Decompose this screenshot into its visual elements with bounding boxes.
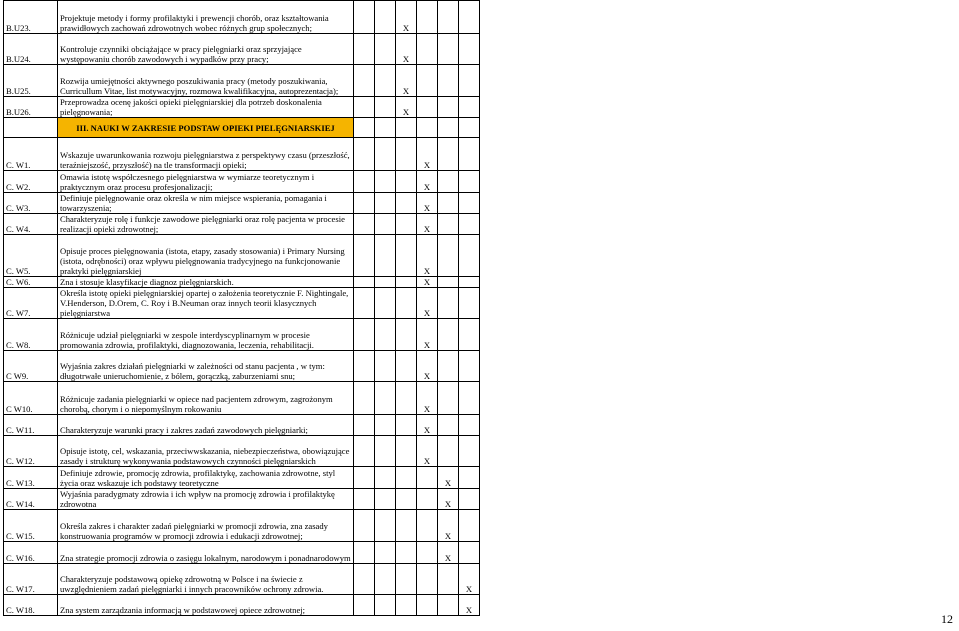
outcome-code: B.U25. xyxy=(4,65,58,97)
mark-cell: X xyxy=(417,415,438,436)
mark-cell xyxy=(354,319,375,351)
outcome-description: Opisuje proces pielęgnowania (istota, etapy, zasady stosowania) i Primary Nursing (istota, odrębności) oraz wpływu pielęgnowania tradycyjnego na funkcjonowanie praktyki pielęgniarskiej xyxy=(58,235,354,277)
outcome-description: Rozwija umiejętności aktywnego poszukiwania pracy (metody poszukiwania, Curricullum Vitae, list motywacyjny, rozmowa kwalifikacyjna, autoprezentacja); xyxy=(58,65,354,97)
mark-cell xyxy=(354,118,375,138)
mark-cell xyxy=(354,510,375,542)
mark-cell xyxy=(354,235,375,277)
mark-cell xyxy=(354,97,375,118)
outcome-description: Charakteryzuje rolę i funkcje zawodowe pielęgniarki oraz rolę pacjenta w procesie realizacji opieki zdrowotnej; xyxy=(58,214,354,235)
mark-cell xyxy=(396,171,417,193)
mark-cell: X xyxy=(417,235,438,277)
outcome-code: C W10. xyxy=(4,382,58,415)
mark-cell: X xyxy=(417,193,438,214)
table-row xyxy=(4,235,480,277)
outcome-code: B.U23. xyxy=(4,1,58,34)
outcome-code: C. W4. xyxy=(4,214,58,235)
outcome-code: C. W1. xyxy=(4,138,58,171)
mark-cell xyxy=(459,1,480,34)
mark-cell xyxy=(396,510,417,542)
mark-cell xyxy=(354,467,375,489)
mark-cell xyxy=(396,351,417,382)
outcome-description: Kontroluje czynniki obciążające w pracy pielęgniarki oraz sprzyjające występowaniu chorób zawodowych i wypadków przy pracy; xyxy=(58,34,354,65)
outcome-description: Zna system zarządzania informacją w podstawowej opiece zdrowotnej; xyxy=(58,595,354,616)
outcome-description: Opisuje istotę, cel, wskazania, przeciwwskazania, niebezpieczeństwa, obowiązujące zasady i strukturę wykonywania podstawowych czynności pielęgniarskich xyxy=(58,436,354,467)
table-row xyxy=(4,65,480,97)
mark-cell xyxy=(375,489,396,510)
table-row xyxy=(4,489,480,510)
mark-cell xyxy=(459,319,480,351)
mark-cell: X xyxy=(417,138,438,171)
mark-cell xyxy=(459,65,480,97)
outcome-code: C. W6. xyxy=(4,277,58,288)
mark-cell: X xyxy=(396,97,417,118)
mark-cell xyxy=(375,65,396,97)
table-row xyxy=(4,351,480,382)
mark-cell xyxy=(375,595,396,616)
outcome-description: Wyjaśnia paradygmaty zdrowia i ich wpływ na promocję zdrowia i profilaktykę zdrowotna xyxy=(58,489,354,510)
mark-cell xyxy=(375,319,396,351)
table-row xyxy=(4,595,480,616)
mark-cell xyxy=(417,34,438,65)
mark-cell xyxy=(396,382,417,415)
mark-cell xyxy=(459,97,480,118)
mark-cell xyxy=(459,138,480,171)
mark-cell xyxy=(354,436,375,467)
mark-cell xyxy=(417,542,438,564)
mark-cell xyxy=(396,118,417,138)
mark-cell: X xyxy=(417,171,438,193)
mark-cell xyxy=(417,564,438,595)
mark-cell xyxy=(459,193,480,214)
table-row xyxy=(4,319,480,351)
mark-cell xyxy=(354,277,375,288)
mark-cell xyxy=(396,467,417,489)
mark-cell xyxy=(438,1,459,34)
mark-cell xyxy=(417,595,438,616)
outcome-code: C. W17. xyxy=(4,564,58,595)
mark-cell xyxy=(459,214,480,235)
outcome-code: B.U24. xyxy=(4,34,58,65)
outcome-description: Określa zakres i charakter zadań pielęgniarki w promocji zdrowia, zna zasady konstruowania programów w promocji zdrowia i edukacji zdrowotnej; xyxy=(58,510,354,542)
outcome-code: C W9. xyxy=(4,351,58,382)
section-title: III. NAUKI W ZAKRESIE PODSTAW OPIEKI PIELĘGNIARSKIEJ xyxy=(58,118,354,138)
mark-cell xyxy=(396,277,417,288)
mark-cell xyxy=(375,415,396,436)
mark-cell xyxy=(375,564,396,595)
table-row xyxy=(4,34,480,65)
mark-cell xyxy=(438,235,459,277)
mark-cell xyxy=(354,138,375,171)
learning-outcomes-table xyxy=(3,0,480,616)
mark-cell xyxy=(438,288,459,319)
outcome-description: Charakteryzuje warunki pracy i zakres zadań zawodowych pielęgniarki; xyxy=(58,415,354,436)
outcome-code: C. W15. xyxy=(4,510,58,542)
mark-cell xyxy=(354,193,375,214)
mark-cell xyxy=(438,277,459,288)
mark-cell: X xyxy=(438,489,459,510)
mark-cell xyxy=(396,436,417,467)
mark-cell xyxy=(438,319,459,351)
mark-cell xyxy=(375,436,396,467)
mark-cell xyxy=(459,118,480,138)
mark-cell xyxy=(438,382,459,415)
mark-cell: X xyxy=(459,595,480,616)
outcome-description: Charakteryzuje podstawową opiekę zdrowotną w Polsce i na świecie z uwzględnieniem zadań pielęgniarki i innych pracowników ochrony zdrowia. xyxy=(58,564,354,595)
mark-cell xyxy=(459,467,480,489)
outcome-code: C. W14. xyxy=(4,489,58,510)
mark-cell xyxy=(417,97,438,118)
mark-cell xyxy=(459,34,480,65)
mark-cell: X xyxy=(438,510,459,542)
outcome-description: Zna strategie promocji zdrowia o zasięgu lokalnym, narodowym i ponadnarodowym xyxy=(58,542,354,564)
mark-cell xyxy=(375,1,396,34)
table-row xyxy=(4,510,480,542)
mark-cell xyxy=(438,171,459,193)
mark-cell: X xyxy=(396,34,417,65)
mark-cell xyxy=(438,595,459,616)
mark-cell xyxy=(375,288,396,319)
mark-cell xyxy=(396,564,417,595)
mark-cell: X xyxy=(417,436,438,467)
mark-cell xyxy=(375,118,396,138)
table-row xyxy=(4,288,480,319)
mark-cell xyxy=(396,415,417,436)
mark-cell xyxy=(396,288,417,319)
outcome-code: C. W18. xyxy=(4,595,58,616)
mark-cell xyxy=(354,1,375,34)
mark-cell xyxy=(459,510,480,542)
mark-cell xyxy=(459,382,480,415)
mark-cell xyxy=(375,542,396,564)
outcome-code: C. W5. xyxy=(4,235,58,277)
mark-cell xyxy=(375,467,396,489)
mark-cell xyxy=(459,436,480,467)
mark-cell xyxy=(417,65,438,97)
mark-cell xyxy=(417,1,438,34)
mark-cell xyxy=(354,415,375,436)
mark-cell xyxy=(438,118,459,138)
table-row xyxy=(4,436,480,467)
mark-cell xyxy=(375,214,396,235)
outcome-description: Różnicuje zadania pielęgniarki w opiece nad pacjentem zdrowym, zagrożonym chorobą, chorym i o niepomyślnym rokowaniu xyxy=(58,382,354,415)
mark-cell: X xyxy=(417,214,438,235)
mark-cell xyxy=(438,34,459,65)
mark-cell xyxy=(396,489,417,510)
outcome-description: Przeprowadza ocenę jakości opieki pielęgniarskiej dla potrzeb doskonalenia pielęgnowania; xyxy=(58,97,354,118)
mark-cell xyxy=(354,564,375,595)
table-row xyxy=(4,542,480,564)
mark-cell xyxy=(438,65,459,97)
mark-cell xyxy=(396,138,417,171)
mark-cell xyxy=(417,118,438,138)
mark-cell xyxy=(375,34,396,65)
outcome-description: Projektuje metody i formy profilaktyki i prewencji chorób, oraz kształtowania prawidłowych zachowań zdrowotnych wobec różnych grup społecznych; xyxy=(58,1,354,34)
mark-cell xyxy=(354,542,375,564)
mark-cell: X xyxy=(417,351,438,382)
mark-cell xyxy=(375,235,396,277)
table-row xyxy=(4,467,480,489)
mark-cell xyxy=(354,65,375,97)
mark-cell: X xyxy=(417,382,438,415)
outcome-description: Wyjaśnia zakres działań pielęgniarki w zależności od stanu pacjenta , w tym: długotrwałe unieruchomienie, z bólem, gorączką, zaburzeniami snu; xyxy=(58,351,354,382)
mark-cell xyxy=(396,319,417,351)
mark-cell: X xyxy=(438,467,459,489)
mark-cell xyxy=(354,34,375,65)
mark-cell xyxy=(459,351,480,382)
mark-cell xyxy=(396,595,417,616)
table-row xyxy=(4,564,480,595)
mark-cell xyxy=(354,171,375,193)
mark-cell xyxy=(438,351,459,382)
outcome-code: C. W13. xyxy=(4,467,58,489)
mark-cell xyxy=(396,235,417,277)
outcome-description: Definiuje zdrowie, promocję zdrowia, profilaktykę, zachowania zdrowotne, styl życia oraz wskazuje ich podstawy teoretyczne xyxy=(58,467,354,489)
outcome-description: Zna i stosuje klasyfikacje diagnoz pielęgniarskich. xyxy=(58,277,354,288)
mark-cell xyxy=(459,288,480,319)
mark-cell xyxy=(438,97,459,118)
mark-cell xyxy=(354,214,375,235)
outcome-code: C. W2. xyxy=(4,171,58,193)
mark-cell xyxy=(417,489,438,510)
mark-cell xyxy=(375,138,396,171)
page-number: 12 xyxy=(941,612,953,626)
table-row xyxy=(4,97,480,118)
mark-cell xyxy=(438,415,459,436)
mark-cell xyxy=(354,288,375,319)
outcome-code: C. W12. xyxy=(4,436,58,467)
table-row xyxy=(4,138,480,171)
table-row xyxy=(4,382,480,415)
outcome-description: Definiuje pielęgnowanie oraz określa w nim miejsce wspierania, pomagania i towarzyszenia; xyxy=(58,193,354,214)
outcome-code: C. W8. xyxy=(4,319,58,351)
outcome-description: Wskazuje uwarunkowania rozwoju pielęgniarstwa z perspektywy czasu (przeszłość, teraźniejszość, przyszłość) na tle transformacji opieki; xyxy=(58,138,354,171)
mark-cell: X xyxy=(396,1,417,34)
mark-cell xyxy=(375,193,396,214)
outcome-description: Określa istotę opieki pielęgniarskiej opartej o założenia teoretycznie F. Nightingale, V.Henderson, D.Orem, C. Roy i B.Neuman oraz innych teorii klasycznych pielęgniarstwa xyxy=(58,288,354,319)
mark-cell: X xyxy=(396,65,417,97)
mark-cell xyxy=(375,97,396,118)
section-header-row xyxy=(4,118,480,138)
mark-cell: X xyxy=(417,319,438,351)
outcome-code: B.U26. xyxy=(4,97,58,118)
mark-cell xyxy=(459,277,480,288)
mark-cell xyxy=(438,193,459,214)
code-cell xyxy=(4,118,58,138)
mark-cell xyxy=(375,510,396,542)
mark-cell xyxy=(459,235,480,277)
mark-cell xyxy=(417,467,438,489)
table-row xyxy=(4,1,480,34)
mark-cell: X xyxy=(459,564,480,595)
mark-cell xyxy=(375,351,396,382)
mark-cell: X xyxy=(438,542,459,564)
mark-cell xyxy=(396,214,417,235)
table-row xyxy=(4,171,480,193)
mark-cell xyxy=(396,193,417,214)
mark-cell xyxy=(354,595,375,616)
outcome-code: C. W3. xyxy=(4,193,58,214)
mark-cell xyxy=(459,542,480,564)
outcome-code: C. W11. xyxy=(4,415,58,436)
outcome-code: C. W16. xyxy=(4,542,58,564)
table-row xyxy=(4,193,480,214)
mark-cell xyxy=(375,382,396,415)
outcome-description: Omawia istotę współczesnego pielęgniarstwa w wymiarze teoretycznym i praktycznym oraz procesu profesjonalizacji; xyxy=(58,171,354,193)
mark-cell xyxy=(438,138,459,171)
mark-cell: X xyxy=(417,277,438,288)
mark-cell xyxy=(417,510,438,542)
mark-cell xyxy=(375,171,396,193)
outcome-description: Różnicuje udział pielęgniarki w zespole interdyscyplinarnym w procesie promowania zdrowia, profilaktyki, diagnozowania, leczenia, rehabilitacji. xyxy=(58,319,354,351)
mark-cell xyxy=(375,277,396,288)
mark-cell: X xyxy=(417,288,438,319)
mark-cell xyxy=(459,489,480,510)
mark-cell xyxy=(396,542,417,564)
outcome-code: C. W7. xyxy=(4,288,58,319)
table-row xyxy=(4,214,480,235)
mark-cell xyxy=(459,415,480,436)
mark-cell xyxy=(354,489,375,510)
mark-cell xyxy=(438,564,459,595)
mark-cell xyxy=(438,436,459,467)
mark-cell xyxy=(354,382,375,415)
table-row xyxy=(4,415,480,436)
mark-cell xyxy=(354,351,375,382)
table-row xyxy=(4,277,480,288)
mark-cell xyxy=(459,171,480,193)
mark-cell xyxy=(438,214,459,235)
